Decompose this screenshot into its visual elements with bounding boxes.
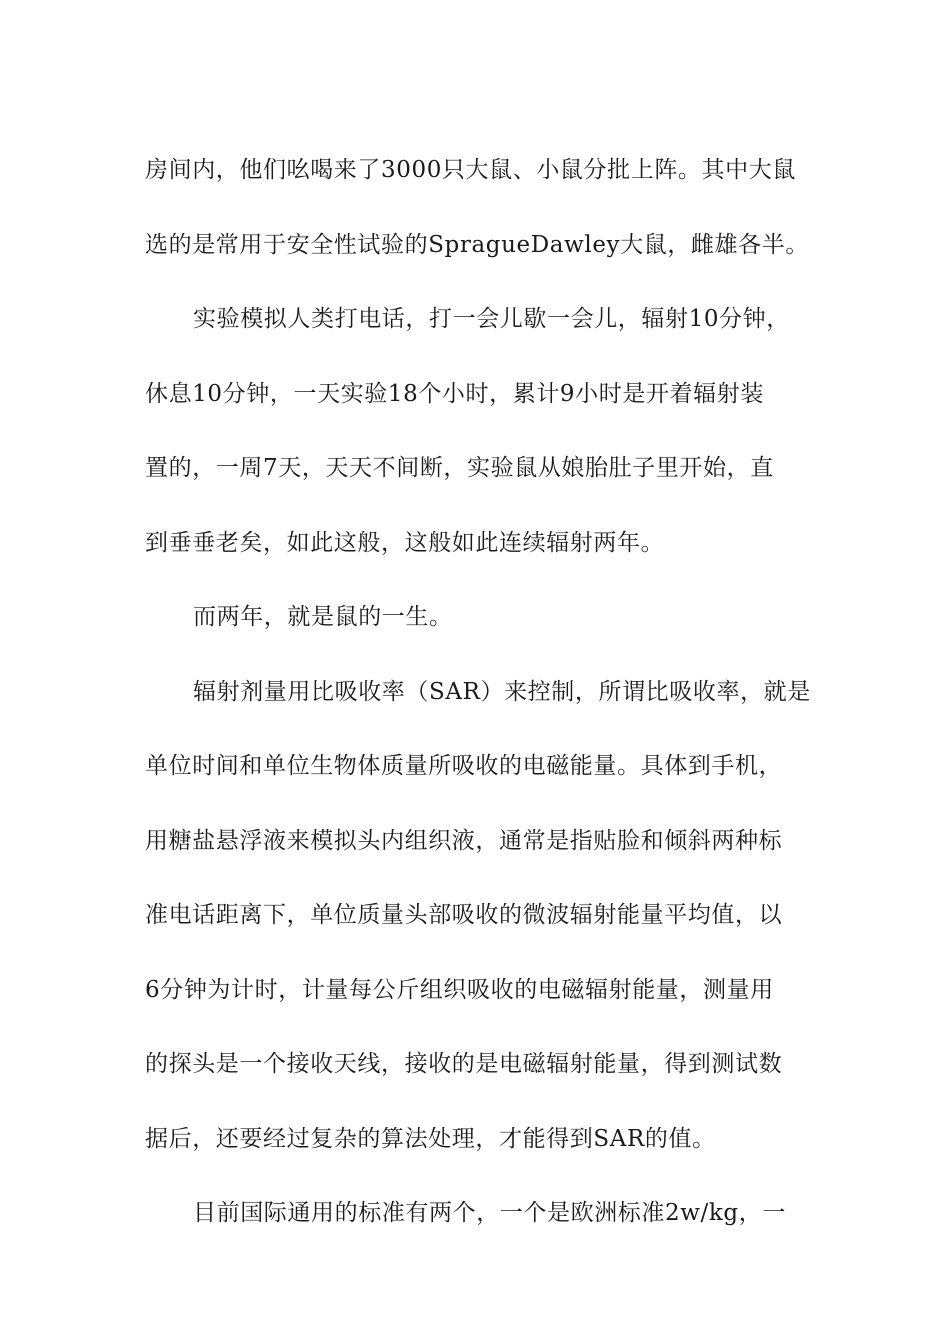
text-line: 6分钟为计时，计量每公斤组织吸收的电磁辐射能量，测量用	[145, 976, 774, 1003]
text-line: 辐射剂量用比吸收率（SAR）来控制，所谓比吸收率，就是	[193, 678, 811, 705]
text-line: 实验模拟人类打电话，打一会儿歇一会儿，辐射10分钟，	[193, 306, 790, 332]
text-line: 单位时间和单位生物体质量所吸收的电磁能量。具体到手机，	[145, 753, 783, 779]
text-line: 而两年，就是鼠的一生。	[193, 604, 453, 630]
text-line: 用糖盐悬浮液来模拟头内组织液，通常是指贴脸和倾斜两种标	[145, 827, 783, 854]
text-line: 的探头是一个接收天线，接收的是电磁辐射能量，得到测试数	[145, 1051, 783, 1077]
text-line: 置的，一周7天，天天不间断，实验鼠从娘胎肚子里开始，直	[145, 455, 774, 481]
text-line: 准电话距离下，单位质量头部吸收的微波辐射能量平均值，以	[145, 902, 783, 928]
text-line: 休息10分钟，一天实验18个小时，累计9小时是开着辐射装	[145, 380, 764, 407]
text-line: 据后，还要经过复杂的算法处理，才能得到SAR的值。	[145, 1125, 716, 1152]
document-body	[145, 133, 811, 1251]
text-line: 选的是常用于安全性试验的SpragueDawley大鼠，雌雄各半。	[145, 231, 809, 258]
text-line: 目前国际通用的标准有两个，一个是欧洲标准2w/kg，一	[193, 1200, 786, 1226]
text-line: 到垂垂老矣，如此这般，这般如此连续辐射两年。	[145, 529, 665, 556]
text-line: 房间内，他们吆喝来了3000只大鼠、小鼠分批上阵。其中大鼠	[145, 157, 796, 183]
